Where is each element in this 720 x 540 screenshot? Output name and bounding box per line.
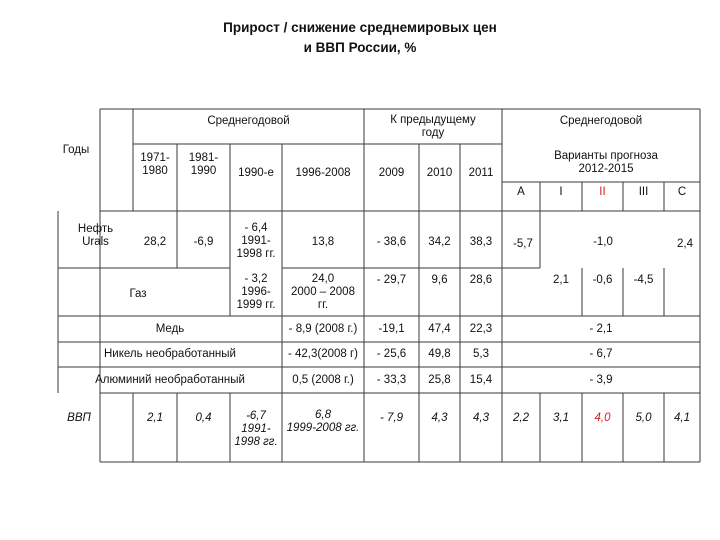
title-line-1: Прирост / снижение среднемировых цен bbox=[223, 20, 497, 35]
row-oil-p1990s-line-1: - 6,4 bbox=[244, 221, 268, 234]
header-vs-previous-year bbox=[364, 110, 502, 144]
row-gdp-p1990s-line-3: 1998 гг. bbox=[234, 435, 278, 448]
row-gas-p1990s bbox=[230, 270, 282, 314]
row-nickel-label: Никель необработанный bbox=[104, 347, 236, 360]
row-gas-p1990s-line-3: 1999 гг. bbox=[236, 298, 276, 311]
row-oil-variants-i-iii: -1,0 bbox=[593, 235, 613, 248]
row-oil-variant-a: -5,7 bbox=[513, 237, 533, 250]
row-gas-variant-iii: -4,5 bbox=[633, 273, 654, 286]
row-gdp-y2011: 4,3 bbox=[473, 411, 489, 424]
row-oil-p1971: 28,2 bbox=[143, 235, 167, 248]
header-period-1971-line-1: 1971- bbox=[140, 152, 170, 164]
row-aluminium-y2009: - 33,3 bbox=[376, 373, 407, 386]
row-oil-label bbox=[58, 218, 133, 254]
row-gdp-variant-i: 3,1 bbox=[553, 411, 569, 424]
header-years: Годы bbox=[62, 143, 90, 156]
header-year-2011: 2011 bbox=[468, 166, 494, 179]
row-copper-y2009: -19,1 bbox=[378, 322, 405, 335]
row-oil-p1990s bbox=[230, 218, 282, 264]
row-copper-forecast: - 2,1 bbox=[589, 322, 613, 335]
row-gdp-p1996 bbox=[282, 406, 364, 438]
row-oil-y2009: - 38,6 bbox=[376, 235, 407, 248]
header-year-2009: 2009 bbox=[378, 166, 405, 179]
header-variant-ii: II bbox=[599, 185, 606, 198]
row-oil-p1996: 13,8 bbox=[311, 235, 335, 248]
row-nickel-forecast: - 6,7 bbox=[589, 347, 613, 360]
row-oil-label-line-2: Urals bbox=[82, 236, 109, 248]
row-gdp-p1996-line-1: 6,8 bbox=[315, 409, 331, 421]
row-aluminium-y2010: 25,8 bbox=[428, 373, 451, 386]
row-oil-y2011: 38,3 bbox=[469, 235, 493, 248]
row-oil-p1990s-line-2: 1991- bbox=[241, 234, 271, 247]
row-gdp-variant-a: 2,2 bbox=[513, 411, 529, 424]
row-gdp-label: ВВП bbox=[67, 411, 91, 424]
row-gas-p1990s-line-1: - 3,2 bbox=[244, 272, 268, 285]
row-gas-p1996-line-3: гг. bbox=[317, 298, 329, 311]
row-oil-variant-c: 2,4 bbox=[677, 237, 693, 250]
header-period-1981-line-2: 1990 bbox=[190, 165, 217, 177]
header-period-1971 bbox=[133, 148, 177, 182]
header-period-1981 bbox=[177, 148, 230, 182]
row-copper-p1996: - 8,9 (2008 г.) bbox=[288, 322, 358, 335]
header-period-1996-2008: 1996-2008 bbox=[295, 166, 351, 179]
title-line-2: и ВВП России, % bbox=[303, 40, 417, 55]
row-aluminium-label: Алюминий необработанный bbox=[95, 373, 245, 386]
row-gdp-p1990s bbox=[230, 406, 282, 452]
header-avg-annual: Среднегодовой bbox=[207, 114, 290, 127]
row-oil-y2010: 34,2 bbox=[428, 235, 451, 248]
header-year-2010: 2010 bbox=[426, 166, 453, 179]
row-gdp-variant-c: 4,1 bbox=[674, 411, 690, 424]
row-gdp-y2010: 4,3 bbox=[431, 411, 448, 424]
header-variant-c: C bbox=[677, 185, 687, 198]
row-oil-label-line-1: Нефть bbox=[77, 223, 114, 235]
row-oil-p1990s-line-3: 1998 гг. bbox=[236, 247, 276, 260]
row-gdp-p1981: 0,4 bbox=[195, 411, 212, 424]
row-gas-variant-ii: -0,6 bbox=[592, 273, 613, 286]
row-gdp-p1971: 2,1 bbox=[147, 411, 163, 424]
row-gas-p1996-line-2: 2000 – 2008 bbox=[291, 285, 355, 298]
header-forecast-line-1: Варианты прогноза bbox=[554, 150, 658, 162]
row-gas-p1996 bbox=[282, 270, 364, 314]
header-avg-annual-forecast: Среднегодовой bbox=[559, 114, 643, 127]
header-variant-a: A bbox=[517, 185, 525, 198]
header-vs-previous-line-2: году bbox=[421, 127, 445, 139]
row-gas-p1990s-line-2: 1996- bbox=[241, 285, 271, 298]
row-oil-p1981: -6,9 bbox=[193, 235, 214, 248]
row-gdp-p1990s-line-2: 1991- bbox=[241, 422, 271, 435]
row-copper-label: Медь bbox=[155, 322, 185, 335]
row-nickel-y2009: - 25,6 bbox=[376, 347, 407, 360]
header-vs-previous-line-1: К предыдущему bbox=[390, 114, 476, 126]
row-gdp-p1996-line-2: 1999-2008 гг. bbox=[286, 422, 360, 434]
header-period-1971-line-2: 1980 bbox=[142, 165, 168, 177]
header-period-1990s: 1990-е bbox=[238, 166, 274, 179]
header-forecast-line-2: 2012-2015 bbox=[578, 163, 634, 175]
row-gdp-y2009: - 7,9 bbox=[379, 411, 403, 424]
row-gdp-variant-ii: 4,0 bbox=[594, 411, 611, 424]
header-period-1981-line-1: 1981- bbox=[188, 152, 219, 164]
row-gas-y2010: 9,6 bbox=[431, 273, 448, 286]
row-gdp-p1990s-line-1: -6,7 bbox=[246, 409, 266, 422]
row-gas-p1996-line-1: 24,0 bbox=[311, 272, 335, 285]
row-aluminium-p1996: 0,5 (2008 г.) bbox=[292, 373, 354, 386]
row-gas-y2011: 28,6 bbox=[469, 273, 493, 286]
row-nickel-p1996: - 42,3(2008 г) bbox=[287, 347, 359, 360]
row-aluminium-y2011: 15,4 bbox=[469, 373, 493, 386]
header-variant-i: I bbox=[559, 185, 563, 198]
row-copper-y2010: 47,4 bbox=[428, 322, 451, 335]
row-gas-y2009: - 29,7 bbox=[376, 273, 407, 286]
header-variant-iii: III bbox=[638, 185, 649, 198]
page-title bbox=[0, 18, 720, 58]
row-gas-variant-i: 2,1 bbox=[553, 273, 569, 286]
row-nickel-y2010: 49,8 bbox=[428, 347, 451, 360]
row-copper-y2011: 22,3 bbox=[469, 322, 493, 335]
row-gdp-variant-iii: 5,0 bbox=[635, 411, 652, 424]
header-forecast-variants bbox=[502, 146, 710, 180]
row-gas-label: Газ bbox=[129, 287, 147, 300]
row-nickel-y2011: 5,3 bbox=[473, 347, 489, 360]
row-aluminium-forecast: - 3,9 bbox=[589, 373, 613, 386]
